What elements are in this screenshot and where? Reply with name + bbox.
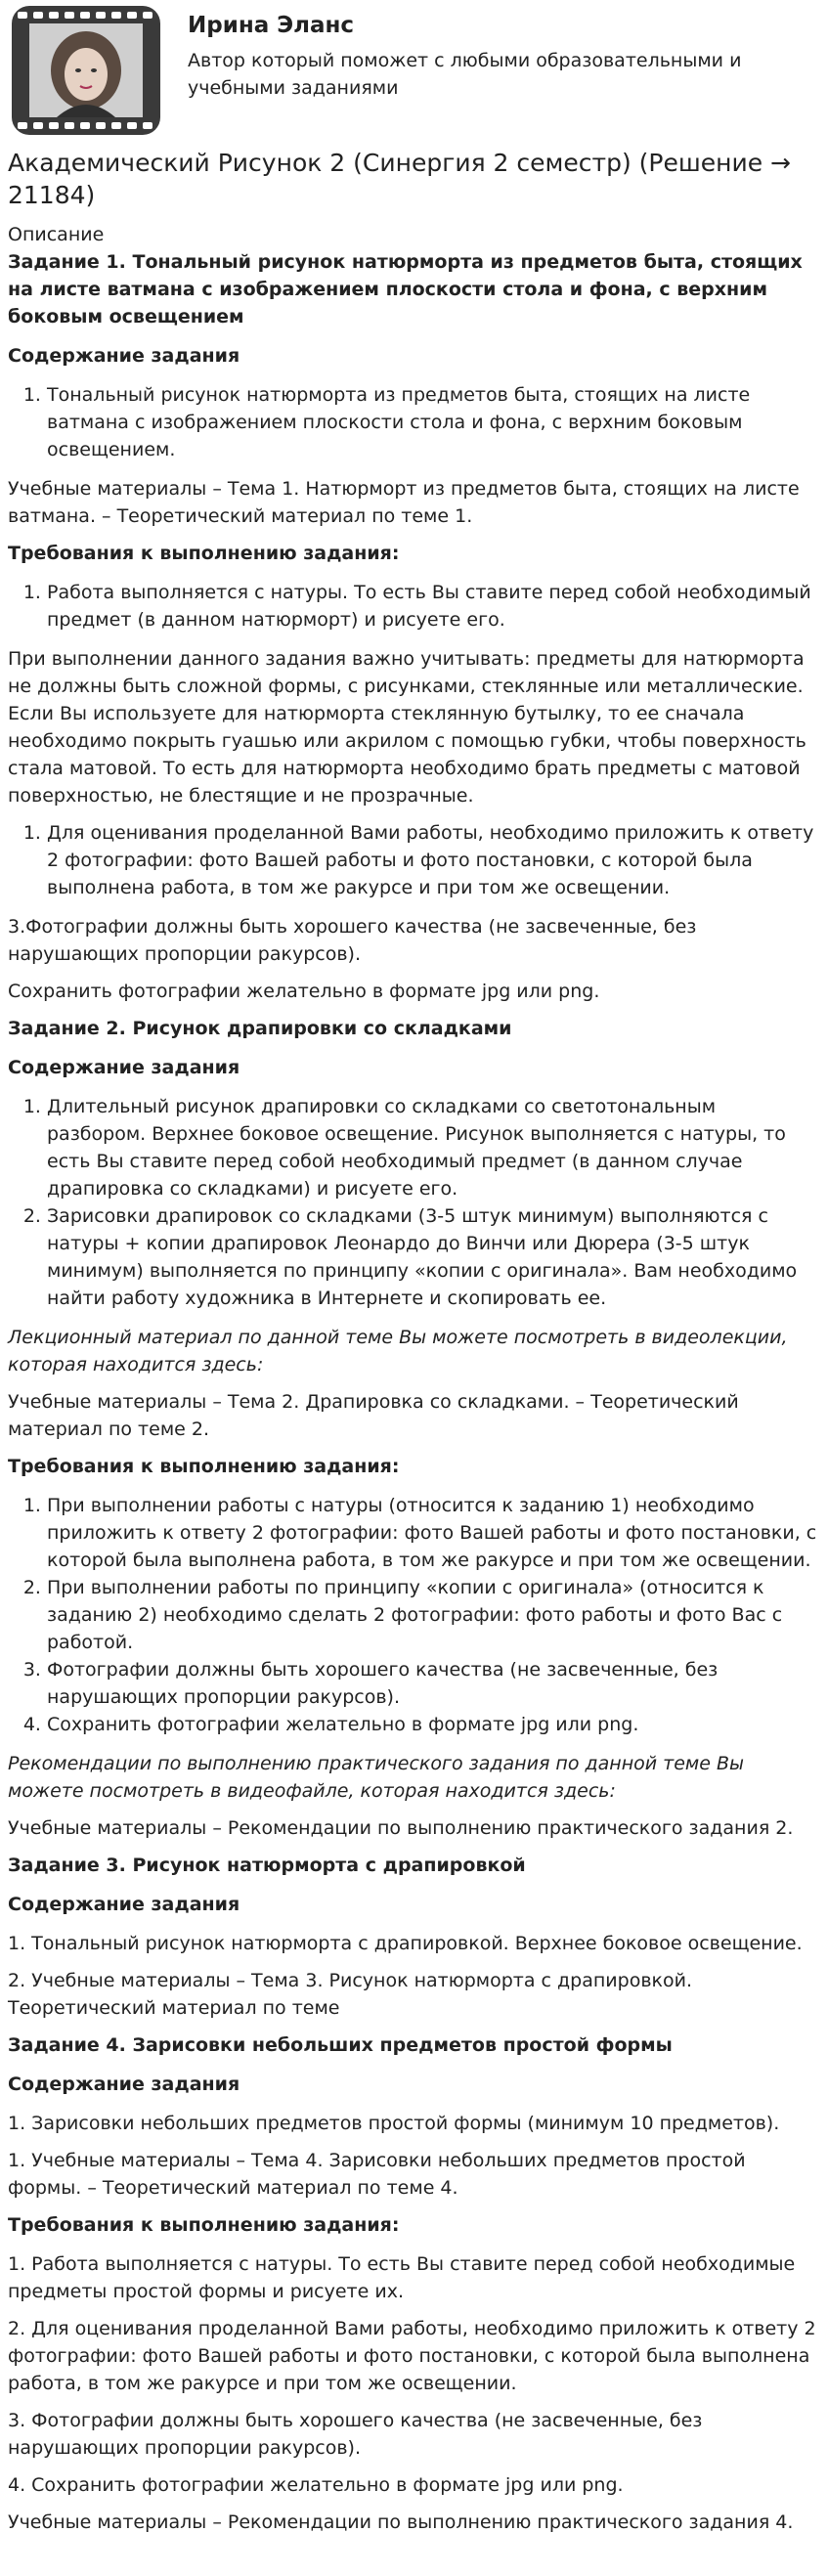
task3-content-heading: Содержание задания [8, 1894, 240, 1915]
author-info [164, 2, 820, 147]
avatar-frame-icon [8, 2, 164, 139]
task4-line1: 1. Зарисовки небольших предметов простой формы (минимум 10 предметов). [8, 2113, 780, 2134]
task2-recommend-note: Рекомендации по выполнению практического задания по данной теме Вы можете посмотреть в видеофайле, которая находится здесь: [8, 1753, 745, 1802]
author-name[interactable]: Ирина Эланс [188, 13, 355, 38]
list-item: 1. Длительный рисунок драпировки со складками со светотональным разбором. Верхнее боковое освещение. Рисунок выполняется с натуры, то есть Вы ставите перед собой необходимый предмет (в данном случае драпировка со складками) и рисуете его. [47, 1093, 820, 1202]
task1-content-list [8, 381, 820, 463]
list-item: 1. Для оценивания проделанной Вами работы, необходимо приложить к ответу 2 фотографии: фото Вашей работы и фото постановки, с которой была выполнена работа, в том же ракурсе и при том же освещении. [47, 819, 820, 901]
task4-req4: 4. Сохранить фотографии желательно в формате jpg или png. [8, 2474, 624, 2496]
task2-heading: Задание 2. Рисунок драпировки со складками [8, 1018, 512, 1039]
task1-photo-quality: 3.Фотографии должны быть хорошего качества (не засвеченные, без нарушающих пропорции ракурсов). [8, 916, 697, 965]
task2-materials: Учебные материалы – Тема 2. Драпировка со складками. – Теоретический материал по теме 2. [8, 1391, 739, 1440]
task4-materials: Учебные материалы – Рекомендации по выполнению практического задания 4. [8, 2511, 794, 2533]
task2-content-heading: Содержание задания [8, 1057, 240, 1078]
task4-req3: 3. Фотографии должны быть хорошего качества (не засвеченные, без нарушающих пропорции ракурсов). [8, 2410, 703, 2459]
task1-save-format: Сохранить фотографии желательно в формате jpg или png. [8, 981, 600, 1002]
task1-req-list [8, 579, 820, 633]
list-item: 3. Фотографии должны быть хорошего качества (не засвеченные, без нарушающих пропорции ракурсов). [47, 1656, 820, 1711]
task4-content-heading: Содержание задания [8, 2074, 240, 2095]
list-item: 2. При выполнении работы по принципу «копии с оригинала» (относится к заданию 2) необходимо сделать 2 фотографии: фото работы и фото Вас с работой. [47, 1574, 820, 1656]
task4-req1: 1. Работа выполняется с натуры. То есть Вы ставите перед собой необходимые предметы простой формы и рисуете их. [8, 2253, 796, 2302]
task2-content-list [8, 1093, 820, 1312]
task4-heading: Задание 4. Зарисовки небольших предметов простой формы [8, 2034, 673, 2056]
task2-req-list [8, 1492, 820, 1738]
page-title: Академический Рисунок 2 (Синергия 2 семестр) (Решение → 21184) [8, 149, 791, 209]
list-item: 1. При выполнении работы с натуры (относится к заданию 1) необходимо приложить к ответу 2 фотографии: фото Вашей работы и фото постановки, с которой была выполнена работа, в том же ракурсе и при том же освещении. [47, 1492, 820, 1574]
task3-line2: 2. Учебные материалы – Тема 3. Рисунок натюрморта с драпировкой. Теоретический материал по теме [8, 1970, 693, 2019]
task1-heading: Задание 1. Тональный рисунок натюрморта из предметов быта, стоящих на листе ватмана с изображением плоскости стола и фона, с верхним боковым освещением [8, 251, 803, 327]
list-item: 1. Работа выполняется с натуры. То есть Вы ставите перед собой необходимый предмет (в данном натюрморт) и рисуете его. [47, 579, 820, 633]
task1-content-heading: Содержание задания [8, 345, 240, 367]
task3-heading: Задание 3. Рисунок натюрморта с драпировкой [8, 1855, 526, 1876]
task1-note: При выполнении данного задания важно учитывать: предметы для натюрморта не должны быть сложной формы, с рисунками, стеклянные или металлические. Если Вы используете для натюрморта стеклянную бутылку, то ее сначала необходимо покрыть гуашью или акрилом с помощью губки, чтобы поверхность стала матовой. То есть для натюрморта необходимо брать предметы с матовой поверхностью, не блестящие и не прозрачные. [8, 648, 806, 807]
task2-lecture-note: Лекционный материал по данной теме Вы можете посмотреть в видеолекции, которая находится здесь: [8, 1327, 788, 1375]
list-item: 2. Зарисовки драпировок со складками (3-5 штук минимум) выполняются с натуры + копии драпировок Леонардо до Винчи или Дюрера (3-5 штук минимум) выполняется по принципу «копии с оригинала». Вам необходимо найти работу художника в Интернете и скопировать ее. [47, 1202, 820, 1312]
task1-materials: Учебные материалы – Тема 1. Натюрморт из предметов быта, стоящих на листе ватмана. – Теоретический материал по теме 1. [8, 478, 800, 527]
task1-req-list-2 [8, 819, 820, 901]
description-label: Описание [8, 224, 105, 245]
task3-line1: 1. Тональный рисунок натюрморта с драпировкой. Верхнее боковое освещение. [8, 1933, 803, 1954]
avatar[interactable] [8, 2, 164, 139]
task2-recommend-materials: Учебные материалы – Рекомендации по выполнению практического задания 2. [8, 1817, 794, 1839]
list-item: 1. Тональный рисунок натюрморта из предметов быта, стоящих на листе ватмана с изображением плоскости стола и фона, с верхним боковым освещением. [47, 381, 820, 463]
task2-req-heading: Требования к выполнению задания: [8, 1456, 400, 1477]
author-card [8, 0, 820, 147]
task4-line2: 1. Учебные материалы – Тема 4. Зарисовки небольших предметов простой формы. – Теоретический материал по теме 4. [8, 2150, 746, 2199]
task4-req2: 2. Для оценивания проделанной Вами работы, необходимо приложить к ответу 2 фотографии: фото Вашей работы и фото постановки, с которой была выполнена работа, в том же ракурсе и при том же освещении. [8, 2318, 816, 2394]
author-description: Автор который поможет с любыми образовательными и учебными заданиями [188, 50, 742, 99]
list-item: 4. Сохранить фотографии желательно в формате jpg или png. [47, 1711, 820, 1738]
task1-req-heading: Требования к выполнению задания: [8, 543, 400, 564]
task4-req-heading: Требования к выполнению задания: [8, 2214, 400, 2236]
